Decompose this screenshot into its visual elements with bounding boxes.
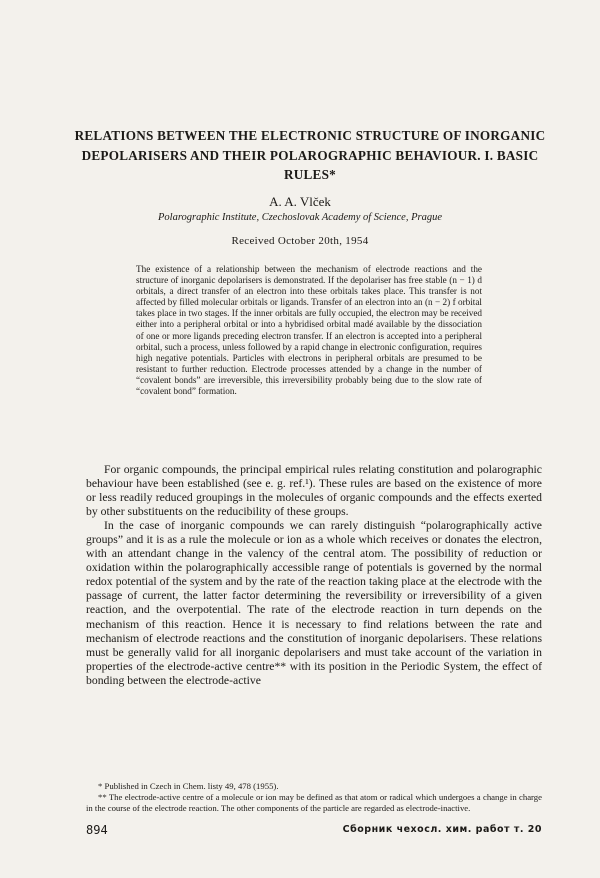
received-date: Received October 20th, 1954 xyxy=(231,235,369,247)
author-name: A. A. Vlček xyxy=(269,194,331,209)
body-text xyxy=(86,463,542,688)
author-affiliation: Polarographic Institute, Czechoslovak Academy of Science, Prague xyxy=(157,212,442,223)
journal-running-footer: Сборник чехосл. хим. работ т. 20 xyxy=(342,824,542,835)
body-paragraph-1: For organic compounds, the principal empirical rules relating constitution and polarographic behaviour have been established (see e. g. ref.¹). These rules are based on the existence of more or less readily reduced groupings in the molecules of organic compounds and the effects exerted by other substituents on the reducibility of these groups. xyxy=(86,463,542,519)
footnote-2: ** The electrode-active centre of a molecule or ion may be defined as that atom or radical which undergoes a change in charge in the course of the electrode reaction. The other components of the particle are regarded as electrode-inactive. xyxy=(86,792,542,813)
page-number: 894 xyxy=(86,823,108,837)
footnotes xyxy=(86,781,542,814)
paper-title: RELATIONS BETWEEN THE ELECTRONIC STRUCTURE OF INORGANIC DEPOLARISERS AND THEIR POLAROGRAPHIC BEHAVIOUR. I. BASIC RULES* xyxy=(74,128,546,182)
body-paragraph-2: In the case of inorganic compounds we can rarely distinguish “polarographically active groups” and it is as a rule the molecule or ion as a whole which receives or donates the electron, with an attendant change in the valency of the central atom. The possibility of reduction or oxidation within the polarographically accessible range of potentials is governed by the normal redox potential of the system and by the rate of the reaction taking place at the electrode with the passage of current, the latter factor determining the reversibility or irreversibility of a given reaction, and the overpotential. The rate of the electrode reaction in turn depends on the mechanism of this reaction. Hence it is necessary to find relations between the rate and mechanism of electrode reactions and the constitution of inorganic depolarisers. These relations must be generally valid for all inorganic depolarisers and must take account of the variation in properties of the electrode-active centre** with its position in the Periodic System, the effect of bonding between the electrode-active xyxy=(86,519,542,687)
footnote-1: * Published in Czech in Chem. listy 49, 478 (1955). xyxy=(98,781,279,791)
abstract: The existence of a relationship between the mechanism of electrode reactions and the structure of inorganic depolarisers is demonstrated. If the depolariser has free stable (n − 1) d orbitals, a direct transfer of an electron into these orbitals takes place. This transfer is not affected by filled molecular orbitals or ligands. Transfer of an electron into an (n − 2) f orbital takes place in two stages. If the inner orbitals are fully occupied, the electron may be received either into a peripheral orbital or into a hybridised orbital madé available by the dissociation of one or more ligands preceding electron transfer. If an electron is accepted into a peripheral orbital, such a process, unless followed by a rapid change in electronic configuration, requires high negative potentials. Particles with electrons in peripheral orbitals are presumed to be resistant to further reduction. Electrode processes attended by a change in the number of “covalent bonds” are irreversible, this irreversibility probably being due to the slow rate of “covalent bond” formation. xyxy=(136,264,482,397)
